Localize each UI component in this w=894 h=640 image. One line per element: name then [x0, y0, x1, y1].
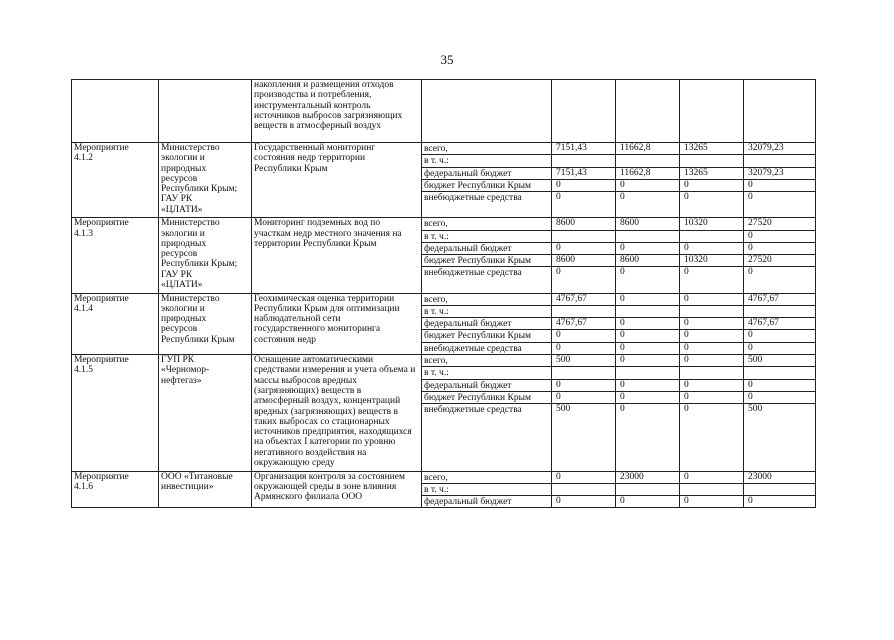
value-cell	[552, 80, 616, 143]
year-value: 0	[616, 496, 680, 508]
total-value	[744, 155, 816, 167]
year-value	[616, 367, 680, 379]
year-value: 10320	[680, 218, 744, 230]
executor-cell: Министерство экологии и природных ресурсов Республики Крым	[159, 293, 252, 354]
total-value: 0	[744, 496, 816, 508]
total-value	[744, 367, 816, 379]
year-value	[552, 305, 616, 317]
measure-description: Организация контроля за состоянием окружающей среды в зоне влияния Армянского филиала ООО	[252, 471, 422, 508]
total-value: 32079,23	[744, 167, 816, 179]
year-value: 0	[680, 192, 744, 218]
table-row	[72, 218, 816, 230]
year-value: 0	[552, 330, 616, 342]
executor-cell: ООО «Титановые инвестиции»	[159, 471, 252, 508]
year-value: 11662,8	[616, 143, 680, 155]
year-value: 0	[680, 242, 744, 254]
year-value	[616, 155, 680, 167]
funding-source: бюджет Республики Крым	[422, 330, 552, 342]
year-value: 0	[680, 355, 744, 367]
total-value	[744, 483, 816, 495]
funding-source: внебюджетные средства	[422, 404, 552, 471]
year-value: 0	[616, 192, 680, 218]
year-value: 23000	[616, 471, 680, 483]
year-value	[680, 483, 744, 495]
executor-cell	[159, 80, 252, 143]
funding-source: федеральный бюджет	[422, 242, 552, 254]
year-value: 10320	[680, 255, 744, 267]
funding-source: всего,	[422, 218, 552, 230]
year-value	[680, 305, 744, 317]
year-value: 0	[552, 471, 616, 483]
total-value: 27520	[744, 218, 816, 230]
funding-source: федеральный бюджет	[422, 318, 552, 330]
measure-id-cell: Мероприятие 4.1.4	[72, 293, 159, 354]
table-row	[72, 471, 816, 483]
funding-source: всего,	[422, 293, 552, 305]
year-value: 0	[680, 404, 744, 471]
year-value: 8600	[616, 218, 680, 230]
value-cell	[616, 80, 680, 143]
year-value: 13265	[680, 167, 744, 179]
year-value: 0	[680, 379, 744, 391]
funding-source: в т. ч.:	[422, 230, 552, 242]
total-value: 0	[744, 391, 816, 403]
year-value	[616, 230, 680, 242]
measure-id-cell	[72, 80, 159, 143]
total-value: 4767,67	[744, 293, 816, 305]
year-value: 0	[552, 342, 616, 354]
year-value: 0	[552, 192, 616, 218]
year-value	[552, 155, 616, 167]
table-row	[72, 143, 816, 155]
funding-source-cell	[422, 80, 552, 143]
funding-table	[71, 79, 816, 508]
year-value	[616, 483, 680, 495]
measure-id-cell: Мероприятие 4.1.2	[72, 143, 159, 218]
year-value: 500	[552, 404, 616, 471]
executor-cell: ГУП РК «Черномор- нефтегаз»	[159, 355, 252, 471]
funding-source: федеральный бюджет	[422, 379, 552, 391]
year-value: 0	[680, 318, 744, 330]
year-value	[680, 155, 744, 167]
funding-source: всего,	[422, 143, 552, 155]
executor-cell: Министерство экологии и природных ресурсов Республики Крым; ГАУ РК «ЦЛАТИ»	[159, 218, 252, 293]
year-value: 0	[552, 179, 616, 191]
continuation-row	[72, 80, 816, 143]
year-value: 0	[680, 293, 744, 305]
year-value	[552, 230, 616, 242]
funding-source: всего,	[422, 471, 552, 483]
year-value: 0	[616, 330, 680, 342]
total-value: 0	[744, 192, 816, 218]
total-value: 23000	[744, 471, 816, 483]
funding-source: внебюджетные средства	[422, 267, 552, 293]
year-value	[552, 367, 616, 379]
funding-source: федеральный бюджет	[422, 496, 552, 508]
funding-source: всего,	[422, 355, 552, 367]
year-value: 0	[616, 379, 680, 391]
funding-source: в т. ч.:	[422, 367, 552, 379]
measure-description: Геохимическая оценка территории Республики Крым для оптимизации наблюдательной сети государственного мониторинга состояния недр	[252, 293, 422, 354]
year-value: 8600	[616, 255, 680, 267]
total-value: 27520	[744, 255, 816, 267]
year-value: 0	[616, 404, 680, 471]
year-value: 0	[680, 496, 744, 508]
year-value: 8600	[552, 218, 616, 230]
table-row	[72, 355, 816, 367]
year-value: 0	[616, 342, 680, 354]
year-value	[616, 305, 680, 317]
total-value: 32079,23	[744, 143, 816, 155]
value-cell	[680, 80, 744, 143]
year-value: 13265	[680, 143, 744, 155]
year-value: 0	[616, 318, 680, 330]
total-value: 4767,67	[744, 318, 816, 330]
year-value: 0	[552, 242, 616, 254]
year-value: 0	[680, 471, 744, 483]
total-value: 500	[744, 404, 816, 471]
year-value: 0	[616, 179, 680, 191]
year-value: 7151,43	[552, 143, 616, 155]
table-body	[72, 80, 816, 508]
year-value: 4767,67	[552, 318, 616, 330]
year-value	[552, 483, 616, 495]
year-value: 0	[616, 267, 680, 293]
funding-source: бюджет Республики Крым	[422, 391, 552, 403]
measure-description: Мониторинг подземных вод по участкам недр местного значения на территории Республики Крым	[252, 218, 422, 293]
year-value: 0	[680, 391, 744, 403]
funding-source: в т. ч.:	[422, 155, 552, 167]
measure-id-cell: Мероприятие 4.1.5	[72, 355, 159, 471]
total-value	[744, 305, 816, 317]
funding-source: бюджет Республики Крым	[422, 255, 552, 267]
total-value: 0	[744, 330, 816, 342]
year-value: 0	[680, 330, 744, 342]
year-value: 0	[616, 391, 680, 403]
year-value: 7151,43	[552, 167, 616, 179]
total-value: 0	[744, 242, 816, 254]
total-value: 0	[744, 379, 816, 391]
funding-source: внебюджетные средства	[422, 192, 552, 218]
funding-source: в т. ч.:	[422, 483, 552, 495]
year-value: 0	[680, 179, 744, 191]
funding-source: бюджет Республики Крым	[422, 179, 552, 191]
year-value: 0	[680, 342, 744, 354]
value-cell	[744, 80, 816, 143]
measure-id-cell: Мероприятие 4.1.6	[72, 471, 159, 508]
funding-source: в т. ч.:	[422, 305, 552, 317]
year-value: 0	[552, 267, 616, 293]
year-value: 0	[680, 267, 744, 293]
year-value: 0	[616, 293, 680, 305]
measure-description: Оснащение автоматическими средствами измерения и учета объема и массы выбросов вредных (загрязняющих) веществ в атмосферный воздух, концентраций вредных (загрязняющих) веществ в таких выбросах со стационарных источников предприятия, находящихся на объектах I категории по уровню негативного воздействия на окружающую среду	[252, 355, 422, 471]
year-value	[680, 230, 744, 242]
year-value: 500	[552, 355, 616, 367]
total-value: 0	[744, 342, 816, 354]
year-value: 11662,8	[616, 167, 680, 179]
total-value: 500	[744, 355, 816, 367]
page-number: 35	[440, 52, 454, 67]
year-value: 8600	[552, 255, 616, 267]
funding-source: федеральный бюджет	[422, 167, 552, 179]
measure-description: накопления и размещения отходов производства и потребления, инструментальный контроль источников выбросов загрязняющих веществ в атмосферный воздух	[252, 80, 422, 143]
measure-description: Государственный мониторинг состояния недр территории Республики Крым	[252, 143, 422, 218]
year-value: 0	[616, 355, 680, 367]
measure-id-cell: Мероприятие 4.1.3	[72, 218, 159, 293]
table-row	[72, 293, 816, 305]
year-value: 0	[616, 242, 680, 254]
total-value: 0	[744, 179, 816, 191]
total-value: 0	[744, 267, 816, 293]
total-value: 0	[744, 230, 816, 242]
year-value: 0	[552, 379, 616, 391]
year-value: 0	[552, 496, 616, 508]
year-value: 4767,67	[552, 293, 616, 305]
funding-source: внебюджетные средства	[422, 342, 552, 354]
executor-cell: Министерство экологии и природных ресурсов Республики Крым; ГАУ РК «ЦЛАТИ»	[159, 143, 252, 218]
year-value: 0	[552, 391, 616, 403]
year-value	[680, 367, 744, 379]
